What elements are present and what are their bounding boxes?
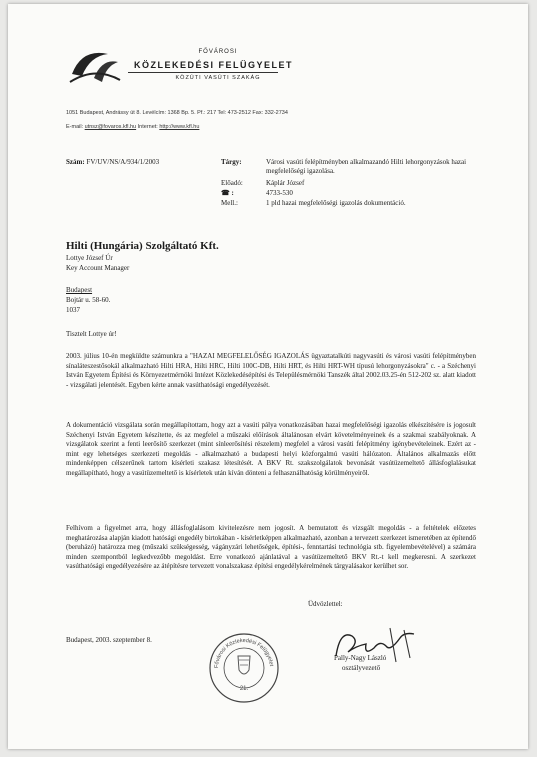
salutation: Tisztelt Lottye úr! xyxy=(66,330,117,338)
reference-value: FV/UV/NS/A/934/1/2003 xyxy=(86,158,160,166)
agency-logo-icon xyxy=(68,44,122,88)
paragraph-2: A dokumentáció vizsgálata során megállapítottam, hogy azt a vasúti pálya vonatkozásában hazai megfelelőségi igazolás elkészítésére is jogosult Széchenyi István Egyetem készítette, és az megfelel a műszaki előírások általánosan elvárt követelményeinek és a szakmai szabályoknak. A vizsgálatok szerint a fenti leerősítő szerkezet (mint sínleerősítési részelem) megfelel a városi vasúti felépítmény igénybevételeinek. Ezért az - mint egy lehetséges szerkezeti megoldás - alkalmazható a budapesti helyi közforgalmú vasúti hálózaton. Általános alkalmazás előtt mindenképpen célszerűnek tartom kísérleti szakasz létesítését. A BKV Rt. szakszolgálatok bevonását vasútüzemeltető állásfoglalásukat megállapítható, hogy a vasútüzemeltető is kísérletek után kíván dönteni a felhasználhatóság körülményeiről. xyxy=(66,421,476,477)
attachment-text: 1 pld hazai megfelelőségi igazolás dokumentáció. xyxy=(266,199,406,207)
signatory-name: Pally-Nagy László xyxy=(334,654,387,662)
paragraph-1: 2003. július 10-én megküldte számunkra a "HAZAI MEGFELELŐSÉG IGAZOLÁS ügyaztatalkúti nagyvasúti és városi vasúti felépítményben sínaláteszestősokál alkalmazható Hilti HRA, Hilti HRC, Hilti 100C-DB, Hilti HRT, és Hilti HRT-WH típusú lehorgonyzásokra" c. - a Széchenyi István Egyetem Építési és Környezetmérnöki Intézet Közlekedésépítési és Településmérnöki Tanszék által 2002.03.25-én 512-202 sz. alatt kiadott - vizsgálati jelentését. Egyben kérte annak vasúthatósági engedélyezését. xyxy=(66,352,476,389)
letterhead-divider xyxy=(128,72,278,73)
email-link[interactable]: utnsz@fovaros.kfl.hu xyxy=(84,124,137,130)
signatory-title: osztályvezető xyxy=(342,664,381,672)
phone-label: ☎ : xyxy=(221,189,234,197)
recipient-street: Bojtár u. 58-60. xyxy=(66,296,111,304)
subject-text: Városi vasúti felépítményben alkalmazandó Hilti lehorgonyzások hazai megfelelőségi igazolása. xyxy=(266,158,467,175)
recipient-person: Lottye József Úr xyxy=(66,254,113,262)
subject-label: Tárgy: xyxy=(221,158,242,166)
letter-page xyxy=(8,4,528,749)
phone-number: 4733-530 xyxy=(266,189,293,197)
letterhead-contacts xyxy=(66,124,199,130)
reference-label: Szám: xyxy=(66,158,85,166)
letterhead-address: 1051 Budapest, Andrássy út 8. Levélcím: 1368 Bp. 5. Pf.: 217 Tel: 473-2512 Fax: 332-2734 xyxy=(66,110,288,116)
official-stamp-icon xyxy=(208,632,280,704)
recipient-role: Key Account Manager xyxy=(66,264,130,272)
recipient-company: Hilti (Hungária) Szolgáltató Kft. xyxy=(66,240,219,252)
stamp-text: Fővárosi Közlekedési Felügyelet xyxy=(213,637,274,669)
stamp-number: 21. xyxy=(239,686,249,692)
place-date: Budapest, 2003. szeptember 8. xyxy=(66,636,152,644)
internet-label: Internet: xyxy=(137,124,158,130)
paragraph-3: Felhívom a figyelmet arra, hogy állásfoglalásom kivitelezésre nem jogosít. A bemutatott és vizsgált megoldás - a feltételek előzetes meghatározása alapján kiadott hatósági engedély birtokában - kísérletképpen alkalmazható, azonban a tervezett szerkezet ismeretében az építendő (beruházó) határozza meg (műszaki szükségesség, vágányzári lehetőségek, építési-, fenntartási technológia stb. figyelembevételével) a számára minden szempontból legkedvezőbb megoldást. Erre vonatkozó ajánlatával a vasútüzemeltető BKV Rt.-t kell megkeresni. A szerkezet vasúthatósági engedélyezésére az átépítésre tervezett vonalszakasz építési engedélykérelmének tárgyalásakor kerülhet sor. xyxy=(66,524,476,571)
letterhead-line3: KÖZÚTI VASÚTI SZAKÁG xyxy=(175,75,261,81)
closing: Üdvözlettel: xyxy=(308,600,343,608)
attachment-label: Mell.: xyxy=(221,199,238,207)
email-label: E-mail: xyxy=(66,124,84,130)
handler-label: Előadó: xyxy=(221,179,243,187)
letterhead-line1: FŐVÁROSI xyxy=(198,49,238,55)
handler-name: Káplár József xyxy=(266,179,305,187)
reference-number xyxy=(66,158,159,167)
recipient-city: Budapest xyxy=(66,286,93,294)
letterhead-agency-name: KÖZLEKEDÉSI FELÜGYELET xyxy=(133,60,293,70)
internet-link[interactable]: http://www.kfl.hu xyxy=(159,124,200,130)
recipient-postcode: 1037 xyxy=(66,306,80,314)
